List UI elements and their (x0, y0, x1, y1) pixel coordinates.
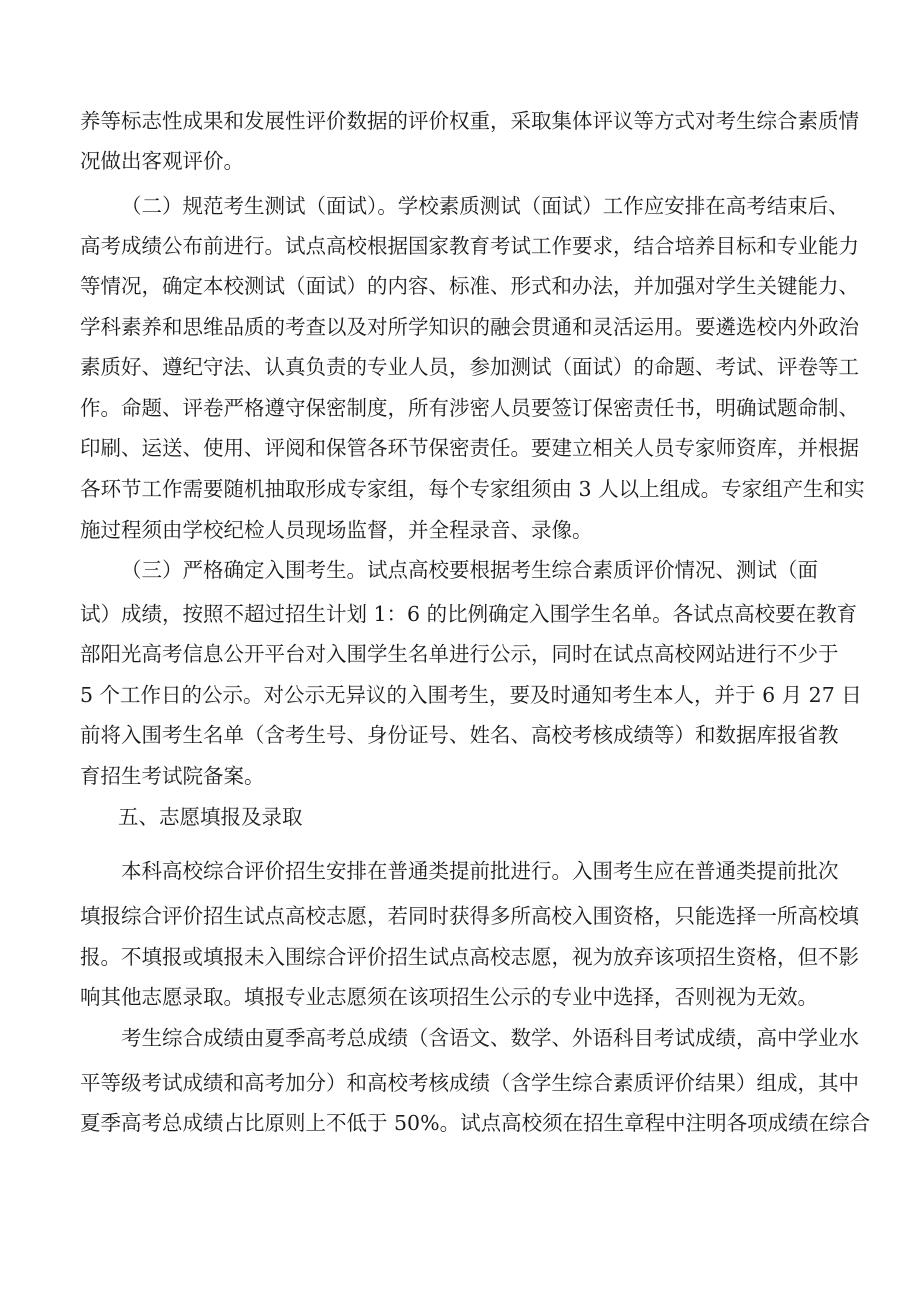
text-line: 试）成绩，按照不超过招生计划 1：6 的比例确定入围学生名单。各试点高校要在教育 (80, 602, 858, 626)
section-5-heading: 五、志愿填报及录取 (118, 805, 303, 829)
text-line: 本科高校综合评价招生安排在普通类提前批进行。入围考生应在普通类提前批次 (121, 859, 839, 883)
paragraph-2-heading-line: （二）规范考生测试（面试）。学校素质测试（面试）工作应安排在高考结束后、 (121, 194, 849, 218)
text-line: 平等级考试成绩和高考加分）和高校考核成绩（含学生综合素质评价结果）组成，其中 (80, 1071, 859, 1095)
text-line: 考生综合成绩由夏季高考总成绩（含语文、数学、外语科目考试成绩，高中学业水 (121, 1026, 859, 1050)
text-line: 素质好、遵纪守法、认真负责的专业人员，参加测试（面试）的命题、考试、评卷等工 (80, 355, 859, 379)
text-line: 响其他志愿录取。填报专业志愿须在该项招生公示的专业中选择，否则视为无效。 (80, 985, 818, 1009)
text-line: 前将入围考生名单（含考生号、身份证号、姓名、高校考核成绩等）和数据库报省教 (80, 723, 839, 747)
text-line: 作。命题、评卷严格遵守保密制度，所有涉密人员要签订保密责任书，明确试题命制、 (80, 396, 859, 420)
text-line: 夏季高考总成绩占比原则上不低于 50%。试点高校须在招生章程中注明各项成绩在综合 (80, 1111, 871, 1135)
text-line: 5 个工作日的公示。对公示无异议的入围考生，要及时通知考生本人，并于 6 月 27 日 (80, 683, 862, 707)
text-line: 各环节工作需要随机抽取形成专家组，每个专家组须由 3 人以上组成。专家组产生和实 (80, 477, 865, 501)
text-line: 育招生考试院备案。 (80, 764, 265, 788)
text-line: 养等标志性成果和发展性评价数据的评价权重，采取集体评议等方式对考生综合素质情 (80, 109, 859, 133)
text-line: 况做出客观评价。 (80, 149, 244, 173)
paragraph-3-heading-line: （三）严格确定入围考生。试点高校要根据考生综合素质评价情况、测试（面 (121, 558, 818, 582)
text-line: 报。不填报或填报未入围综合评价招生试点高校志愿，视为放弃该项招生资格，但不影 (80, 945, 859, 969)
text-line: 填报综合评价招生试点高校志愿，若同时获得多所高校入围资格，只能选择一所高校填 (80, 904, 859, 928)
text-line: 等情况，确定本校测试（面试）的内容、标准、形式和办法，并加强对学生关键能力、 (80, 274, 859, 298)
text-line: 部阳光高考信息公开平台对入围学生名单进行公示，同时在试点高校网站进行不少于 (80, 642, 839, 666)
text-line: 学科素养和思维品质的考查以及对所学知识的融会贯通和灵活运用。要遴选校内外政治 (80, 315, 859, 339)
text-line: 印刷、运送、使用、评阅和保管各环节保密责任。要建立相关人员专家师资库，并根据 (80, 436, 859, 460)
text-line: 高考成绩公布前进行。试点高校根据国家教育考试工作要求，结合培养目标和专业能力 (80, 234, 859, 258)
text-line: 施过程须由学校纪检人员现场监督，并全程录音、录像。 (80, 518, 593, 542)
